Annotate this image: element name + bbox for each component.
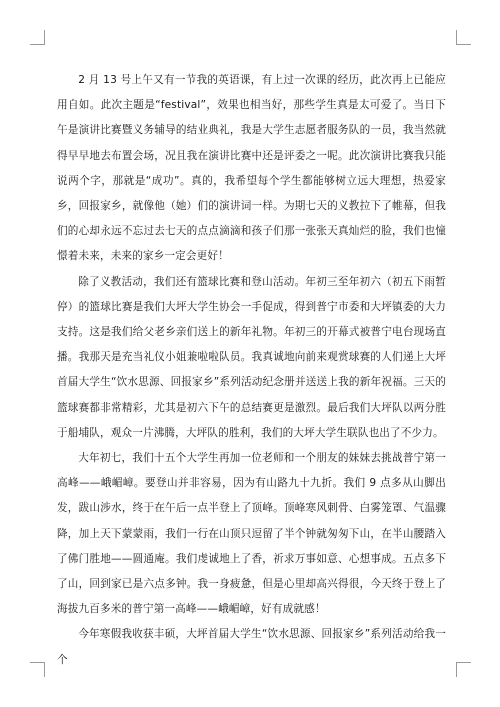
- crop-mark-top-right: [456, 30, 471, 45]
- paragraph-winter-harvest: 今年寒假我收获丰硕，大坪首届大学生“饮水思源、回报家乡”系列活动给我一个: [57, 628, 446, 666]
- crop-mark-bottom-right: [456, 662, 471, 677]
- paragraph-basketball: 除了义教活动，我们还有篮球比赛和登山活动。年初三至年初六（初五下雨暂停）的篮球比赛是我们大坪大学生协会一手促成，得到普宁市委和大坪镇委的大力支持。这是我们给父老乡亲们送上的新年礼物。年初三的开幕式被普宁电台现场直播。我那天是充当礼仪小姐兼啦啦队员。我真诚地向前来观赏球赛的人们递上大坪首届大学生“饮水思源、回报家乡”系列活动纪念册并送送上我的新年祝福。三天的篮球赛都非常精彩，尤其是初六下午的总结赛更是激烈。最后我们大坪队以两分胜于船埔队，观众一片沸腾，大坪队的胜利，我们的大坪大学生联队也出了不少力。: [57, 275, 446, 439]
- crop-mark-top-left: [30, 30, 45, 45]
- document-body: [57, 68, 446, 673]
- crop-mark-bottom-left: [30, 662, 45, 677]
- paragraph-english-class: 2 月 13 号上午又有一节我的英语课，有上过一次课的经历，此次再上已能应用自如。此次主题是“festival”，效果也相当好，那些学生真是太可爱了。当日下午是演讲比赛暨义务辅导的结业典礼，我是大学生志愿者服务队的一员，我当然就得早早地去布置会场，况且我在演讲比赛中还是评委之一呢。此次演讲比赛我只能说两个字，那就是“成功”。真的，我希望每个学生都能够树立远大理想，热爱家乡，回报家乡，就像他（她）们的演讲词一样。为期七天的义教拉下了帷幕，但我们的心却永远不忘过去七天的点点滴滴和孩子们那一张张天真灿烂的脸，我们也憧憬着未来，未来的家乡一定会更好！: [57, 74, 446, 263]
- paragraph-mountain-climb: 大年初七，我们十五个大学生再加一位老师和一个朋友的妹妹去挑战普宁第一高峰——峨嵋嶂。要登山并非容易，因为有山路九十九折。我们 9 点多从山脚出发，跋山涉水，终于在午后一点半登上了顶峰。顶峰寒风刺骨、白雾笼罩、气温骤降，加上天下蒙蒙雨，我们一行在山顶只逗留了半个钟就匆匆下山，在半山腰踏入了佛门胜地——圆通庵。我们虔诚地上了香，祈求万事如意、心想事成。五点多下了山，回到家已是六点多钟。我一身疲惫，但是心里却高兴得很，今天终于登上了海拔九百多米的普宁第一高峰——峨嵋嶂，好有成就感！: [57, 452, 446, 616]
